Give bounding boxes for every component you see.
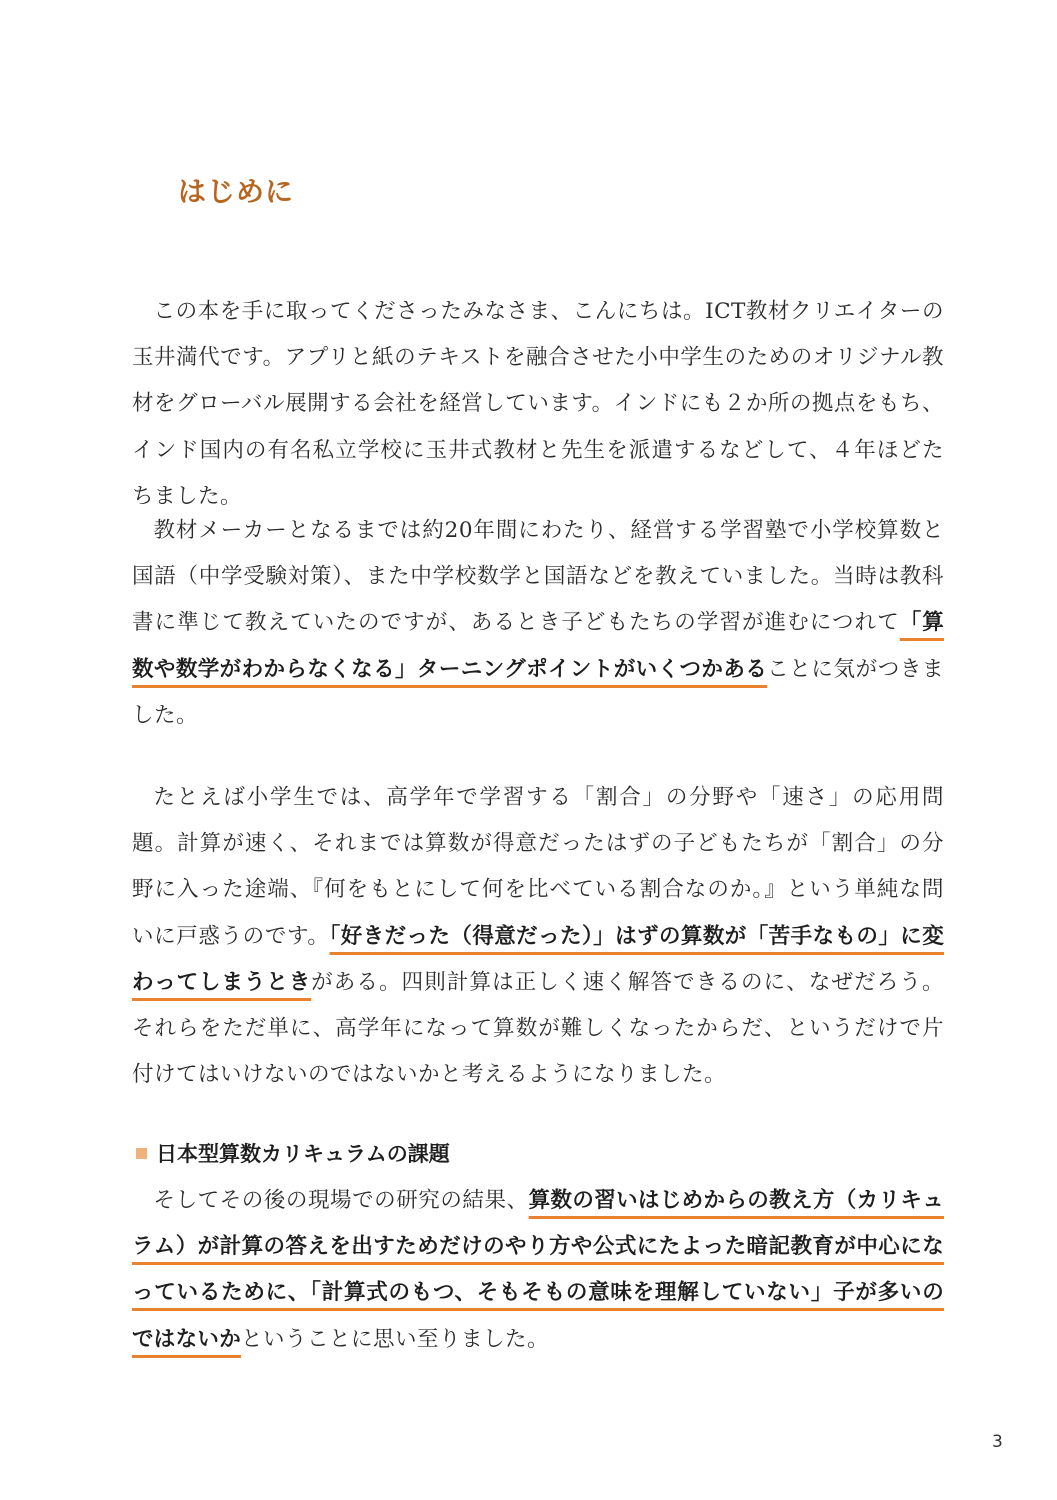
section-heading-text: 日本型算数カリキュラムの課題 xyxy=(156,1142,450,1166)
intro-paragraph xyxy=(132,289,944,520)
paragraph-text: がある。四則計算は正しく速く解答できるのに、なぜだろう。それらをただ単に、高学年になって算数が難しくなったからだ、というだけで片付けてはいけないのではないかと考えるようになりました。 xyxy=(132,969,944,1088)
paragraph-text: ことに気がつきました。 xyxy=(132,656,944,728)
paragraph-text: この本を手に取ってくださったみなさま、こんにちは。ICT教材クリエイターの玉井満代です。アプリと紙のテキストを融合させた小中学生のためのオリジナル教材をグローバル展開する会社を経営しています。インドにも２か所の拠点をもち、インド国内の有名私立学校に玉井式教材と先生を派遣するなどして、４年ほどたちました。 xyxy=(132,299,944,509)
section-paragraph xyxy=(132,1178,944,1363)
highlighted-phrase: 「好きだった（得意だった）」はずの算数が「苦手なもの」に変わってしまうとき xyxy=(132,923,945,995)
paragraph-text: そしてその後の現場での研究の結果、 xyxy=(153,1188,529,1213)
paragraph-text: たとえば小学生では、高学年で学習する「割合」の分野や「速さ」の応用問題。計算が速く、それまでは算数が得意だったはずの子どもたちが「割合」の分野に入った途端、『何をもとにして何を比べている割合なのか。』という単純な問いに戸惑うのです。 xyxy=(132,785,944,949)
highlighted-phrase: 算数の習いはじめからの教え方（カリキュラム）が計算の答えを出すためだけのやり方や公式にたよった暗記教育が中心になっているために、「計算式のもつ、そもそもの意味を理解していない」子が多いのではないか xyxy=(132,1188,945,1352)
page-number: 3 xyxy=(992,1432,1003,1452)
section-heading xyxy=(136,1138,450,1168)
page-title: はじめに xyxy=(178,175,295,208)
paragraph-text: ということに思い至りました。 xyxy=(241,1326,550,1352)
square-bullet-icon xyxy=(136,1148,147,1159)
highlighted-phrase: 「算数や数学がわからなくなる」ターニングポイントがいくつかある xyxy=(132,610,944,682)
paragraph-text: 教材メーカーとなるまでは約20年間にわたり、経営する学習塾で小学校算数と国語（中学受験対策）、また中学校数学と国語などを教えていました。当時は教科書に準じて教えていたのですが、あるとき子どもたちの学習が進むにつれて xyxy=(132,518,944,636)
example-paragraph xyxy=(132,775,944,1098)
background-paragraph xyxy=(132,508,944,739)
